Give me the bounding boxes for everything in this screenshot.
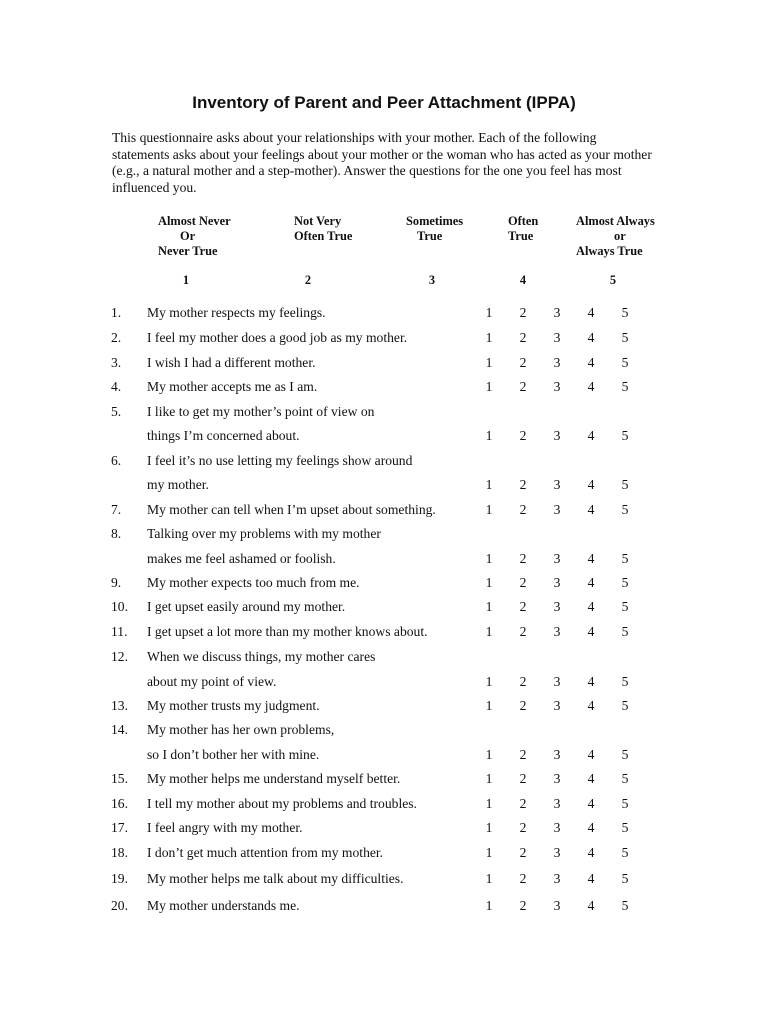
question-item: [0, 818, 768, 838]
option-5[interactable]: 5: [621, 747, 629, 762]
scale-label-2: [294, 214, 352, 244]
question-number: 14.: [111, 722, 128, 737]
question-item: [0, 896, 768, 916]
scale-label-line: Never True: [158, 244, 218, 258]
scale-label-line: Often: [508, 214, 539, 228]
question-number: 3.: [111, 355, 122, 370]
question-item: [0, 573, 768, 593]
option-2[interactable]: 2: [519, 624, 527, 639]
option-4[interactable]: 4: [587, 502, 595, 517]
option-5[interactable]: 5: [621, 477, 629, 492]
option-4[interactable]: 4: [587, 820, 595, 835]
question-text: makes me feel ashamed or foolish.: [147, 551, 336, 566]
option-4[interactable]: 4: [587, 575, 595, 590]
question-number: 19.: [111, 871, 128, 886]
question-number: 10.: [111, 599, 128, 614]
question-text: My mother understands me.: [147, 898, 300, 913]
scale-value-1: 1: [182, 273, 190, 287]
option-5[interactable]: 5: [621, 379, 629, 394]
option-1[interactable]: 1: [485, 379, 493, 394]
option-1[interactable]: 1: [485, 624, 493, 639]
question-text: so I don’t bother her with mine.: [147, 747, 320, 762]
option-2[interactable]: 2: [519, 674, 527, 689]
option-2[interactable]: 2: [519, 698, 527, 713]
option-5[interactable]: 5: [621, 796, 629, 811]
option-2[interactable]: 2: [519, 796, 527, 811]
question-item-continued: [0, 426, 768, 446]
option-5[interactable]: 5: [621, 771, 629, 786]
option-5[interactable]: 5: [621, 845, 629, 860]
option-2[interactable]: 2: [519, 575, 527, 590]
question-item: [0, 353, 768, 373]
option-4[interactable]: 4: [587, 428, 595, 443]
option-1[interactable]: 1: [485, 845, 493, 860]
question-text: My mother has her own problems,: [147, 722, 335, 737]
option-4[interactable]: 4: [587, 599, 595, 614]
option-5[interactable]: 5: [621, 624, 629, 639]
scale-value-5: 5: [609, 273, 617, 287]
option-2[interactable]: 2: [519, 747, 527, 762]
option-5[interactable]: 5: [621, 551, 629, 566]
scale-value-4: 4: [519, 273, 527, 287]
option-3[interactable]: 3: [553, 898, 561, 913]
question-item: [0, 720, 768, 740]
question-number: 5.: [111, 404, 122, 419]
option-1[interactable]: 1: [485, 428, 493, 443]
option-2[interactable]: 2: [519, 502, 527, 517]
question-number: 15.: [111, 771, 128, 786]
option-1[interactable]: 1: [485, 330, 493, 345]
page-title: Inventory of Parent and Peer Attachment (IPPA): [192, 93, 576, 112]
option-1[interactable]: 1: [485, 747, 493, 762]
question-item: [0, 843, 768, 863]
option-4[interactable]: 4: [587, 305, 595, 320]
scale-label-line: Sometimes: [406, 214, 464, 228]
option-4[interactable]: 4: [587, 379, 595, 394]
option-3[interactable]: 3: [553, 599, 561, 614]
question-item: [0, 328, 768, 348]
option-5[interactable]: 5: [621, 698, 629, 713]
option-3[interactable]: 3: [553, 674, 561, 689]
option-4[interactable]: 4: [587, 330, 595, 345]
question-text: I get upset easily around my mother.: [147, 599, 346, 614]
option-1[interactable]: 1: [485, 355, 493, 370]
option-2[interactable]: 2: [519, 871, 527, 886]
question-number: 8.: [111, 526, 122, 541]
question-number: 12.: [111, 649, 128, 664]
option-1[interactable]: 1: [485, 796, 493, 811]
question-item: [0, 597, 768, 617]
option-1[interactable]: 1: [485, 477, 493, 492]
option-5[interactable]: 5: [621, 355, 629, 370]
option-4[interactable]: 4: [587, 477, 595, 492]
question-item: [0, 377, 768, 397]
question-item: [0, 794, 768, 814]
option-4[interactable]: 4: [587, 871, 595, 886]
option-4[interactable]: 4: [587, 624, 595, 639]
option-1[interactable]: 1: [485, 820, 493, 835]
option-1[interactable]: 1: [485, 674, 493, 689]
option-4[interactable]: 4: [587, 771, 595, 786]
scale-label-3: [406, 214, 463, 244]
option-3[interactable]: 3: [553, 330, 561, 345]
question-text: I like to get my mother’s point of view on: [147, 404, 375, 419]
question-item: [0, 500, 768, 520]
option-3[interactable]: 3: [553, 624, 561, 639]
scale-label-line: True: [508, 229, 534, 243]
option-2[interactable]: 2: [519, 379, 527, 394]
question-text: My mother helps me talk about my difficulties.: [147, 871, 404, 886]
question-number: 11.: [111, 624, 128, 639]
question-text: My mother helps me understand myself better.: [147, 771, 401, 786]
option-2[interactable]: 2: [519, 551, 527, 566]
question-item: [0, 402, 768, 422]
option-2[interactable]: 2: [519, 330, 527, 345]
option-1[interactable]: 1: [485, 771, 493, 786]
scale-label-line: Not Very: [294, 214, 342, 228]
option-2[interactable]: 2: [519, 428, 527, 443]
scale-label-4: [508, 214, 538, 244]
scale-label-1: [158, 214, 231, 259]
question-item: [0, 869, 768, 889]
question-number: 4.: [111, 379, 122, 394]
option-3[interactable]: 3: [553, 820, 561, 835]
option-1[interactable]: 1: [485, 551, 493, 566]
question-item: [0, 647, 768, 667]
option-3[interactable]: 3: [553, 845, 561, 860]
question-number: 6.: [111, 453, 122, 468]
question-text: My mother accepts me as I am.: [147, 379, 318, 394]
question-item: [0, 769, 768, 789]
question-number: 16.: [111, 796, 128, 811]
option-3[interactable]: 3: [553, 747, 561, 762]
question-item: [0, 524, 768, 544]
option-5[interactable]: 5: [621, 330, 629, 345]
question-text: My mother expects too much from me.: [147, 575, 360, 590]
question-item: [0, 696, 768, 716]
question-item-continued: [0, 549, 768, 569]
question-text: I feel my mother does a good job as my mother.: [147, 330, 408, 345]
question-number: 2.: [111, 330, 122, 345]
option-1[interactable]: 1: [485, 305, 493, 320]
question-item: [0, 622, 768, 642]
option-4[interactable]: 4: [587, 796, 595, 811]
question-number: 9.: [111, 575, 122, 590]
option-4[interactable]: 4: [587, 698, 595, 713]
option-1[interactable]: 1: [485, 502, 493, 517]
question-item-continued: [0, 475, 768, 495]
option-5[interactable]: 5: [621, 575, 629, 590]
option-1[interactable]: 1: [485, 871, 493, 886]
option-1[interactable]: 1: [485, 698, 493, 713]
option-2[interactable]: 2: [519, 898, 527, 913]
option-4[interactable]: 4: [587, 674, 595, 689]
scale-value-2: 2: [304, 273, 312, 287]
option-5[interactable]: 5: [621, 599, 629, 614]
option-2[interactable]: 2: [519, 305, 527, 320]
question-number: 20.: [111, 898, 128, 913]
question-text: My mother respects my feelings.: [147, 305, 326, 320]
option-3[interactable]: 3: [553, 355, 561, 370]
option-3[interactable]: 3: [553, 428, 561, 443]
option-5[interactable]: 5: [621, 502, 629, 517]
option-3[interactable]: 3: [553, 305, 561, 320]
question-number: 17.: [111, 820, 128, 835]
question-number: 18.: [111, 845, 128, 860]
scale-label-line: Always True: [576, 244, 643, 258]
scale-label-line: or: [614, 229, 626, 243]
question-number: 7.: [111, 502, 122, 517]
question-text: I feel it’s no use letting my feelings show around: [147, 453, 413, 468]
option-3[interactable]: 3: [553, 379, 561, 394]
question-number: 13.: [111, 698, 128, 713]
option-5[interactable]: 5: [621, 898, 629, 913]
option-5[interactable]: 5: [621, 674, 629, 689]
option-5[interactable]: 5: [621, 820, 629, 835]
scale-label-line: Almost Always: [576, 214, 655, 228]
option-3[interactable]: 3: [553, 871, 561, 886]
question-item-continued: [0, 745, 768, 765]
question-text: my mother.: [147, 477, 209, 492]
question-text: Talking over my problems with my mother: [147, 526, 381, 541]
question-text: I don’t get much attention from my mother.: [147, 845, 384, 860]
question-item-continued: [0, 672, 768, 692]
option-5[interactable]: 5: [621, 305, 629, 320]
intro-paragraph: This questionnaire asks about your relationships with your mother. Each of the following statements asks about your feelings about your mother or the woman who has acted as your mother (e.g., a natural mother and a step-mother). Answer the questions for the one you feel has most influenced you.: [112, 130, 652, 195]
scale-label-line: Or: [180, 229, 196, 243]
question-text: I tell my mother about my problems and troubles.: [147, 796, 417, 811]
option-5[interactable]: 5: [621, 871, 629, 886]
question-text: I get upset a lot more than my mother knows about.: [147, 624, 428, 639]
option-3[interactable]: 3: [553, 502, 561, 517]
scale-label-line: Often True: [294, 229, 353, 243]
option-4[interactable]: 4: [587, 355, 595, 370]
option-3[interactable]: 3: [553, 698, 561, 713]
option-2[interactable]: 2: [519, 820, 527, 835]
option-2[interactable]: 2: [519, 845, 527, 860]
scale-label-line: Almost Never: [158, 214, 231, 228]
question-text: My mother trusts my judgment.: [147, 698, 320, 713]
option-3[interactable]: 3: [553, 477, 561, 492]
question-item: [0, 303, 768, 323]
option-3[interactable]: 3: [553, 551, 561, 566]
option-1[interactable]: 1: [485, 575, 493, 590]
question-text: My mother can tell when I’m upset about something.: [147, 502, 436, 517]
question-number: 1.: [111, 305, 122, 320]
question-text: about my point of view.: [147, 674, 277, 689]
option-4[interactable]: 4: [587, 898, 595, 913]
question-text: things I’m concerned about.: [147, 428, 300, 443]
question-text: I feel angry with my mother.: [147, 820, 303, 835]
option-3[interactable]: 3: [553, 771, 561, 786]
option-2[interactable]: 2: [519, 355, 527, 370]
question-text: I wish I had a different mother.: [147, 355, 316, 370]
option-3[interactable]: 3: [553, 575, 561, 590]
option-4[interactable]: 4: [587, 551, 595, 566]
question-item: [0, 451, 768, 471]
scale-label-line: True: [417, 229, 443, 243]
option-2[interactable]: 2: [519, 599, 527, 614]
scale-value-3: 3: [428, 273, 436, 287]
option-1[interactable]: 1: [485, 898, 493, 913]
question-text: When we discuss things, my mother cares: [147, 649, 376, 664]
option-2[interactable]: 2: [519, 771, 527, 786]
option-3[interactable]: 3: [553, 796, 561, 811]
option-4[interactable]: 4: [587, 845, 595, 860]
option-1[interactable]: 1: [485, 599, 493, 614]
option-4[interactable]: 4: [587, 747, 595, 762]
option-2[interactable]: 2: [519, 477, 527, 492]
scale-label-5: [576, 214, 655, 259]
option-5[interactable]: 5: [621, 428, 629, 443]
